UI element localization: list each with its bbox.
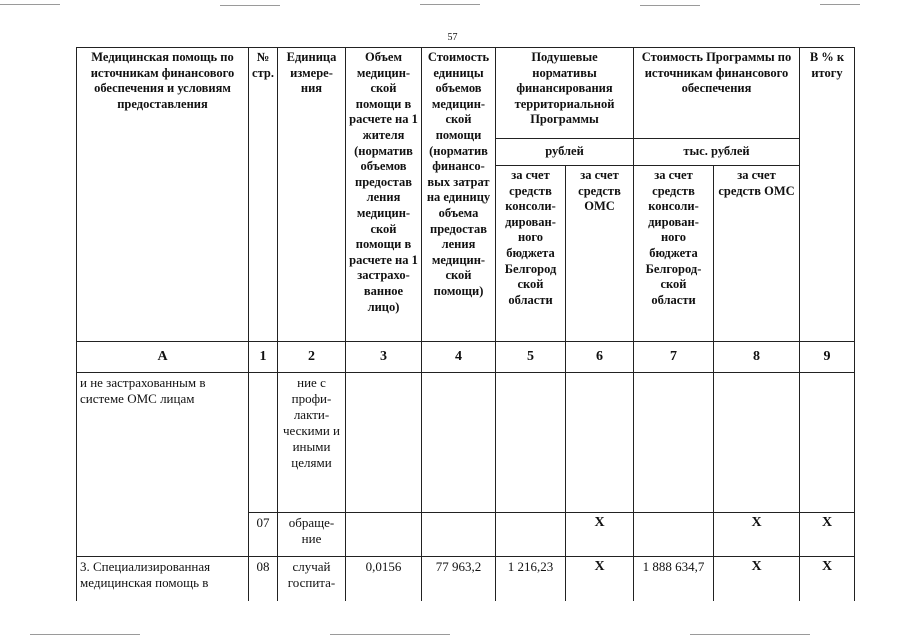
header-percent-of-total: В % к итогу <box>800 48 855 342</box>
row-volume <box>346 373 422 513</box>
scan-artifact-line <box>0 4 60 5</box>
row-number: 07 <box>249 513 278 557</box>
row-unit-cost <box>422 373 496 513</box>
header-unit-rubles: рублей <box>496 139 634 166</box>
column-number: 1 <box>249 342 278 373</box>
scan-artifact-line <box>420 4 480 5</box>
header-medical-care: Медицинская помощь по источникам финансового обеспечения и условиям предоставления <box>77 48 249 342</box>
column-number: 2 <box>278 342 346 373</box>
column-numbers-row <box>77 342 855 373</box>
row-volume <box>346 513 422 557</box>
program-cost-table <box>76 47 855 601</box>
row-oms-norm: Х <box>566 513 634 557</box>
row-oms-norm: Х <box>566 557 634 601</box>
table-row <box>77 557 855 601</box>
header-unit-thousand-rubles: тыс. рублей <box>634 139 800 166</box>
column-number: 3 <box>346 342 422 373</box>
row-number <box>249 373 278 513</box>
header-row-number: № стр. <box>249 48 278 342</box>
header-consolidated-budget-norm: за счет средств консоли-дирован-ного бюджета Белгород ской области <box>496 166 566 342</box>
scan-artifact-line <box>820 4 860 5</box>
header-program-cost: Стоимость Программы по источникам финансового обеспечения <box>634 48 800 139</box>
column-number: А <box>77 342 249 373</box>
row-budget-cost: 1 888 634,7 <box>634 557 714 601</box>
row-oms-cost: Х <box>714 513 800 557</box>
row-unit: обраще-ние <box>278 513 346 557</box>
row-budget-cost <box>634 513 714 557</box>
scan-artifact-line <box>690 634 810 635</box>
row-unit-cost: 77 963,2 <box>422 557 496 601</box>
row-oms-cost: Х <box>714 557 800 601</box>
row-percent <box>800 373 855 513</box>
scan-artifact-line <box>220 5 280 6</box>
column-number: 9 <box>800 342 855 373</box>
row-description: 3. Специализированная медицинская помощь в <box>77 557 249 601</box>
row-unit: ние с профи-лакти-ческими и иными целями <box>278 373 346 513</box>
budget-table-container <box>76 47 855 601</box>
column-number: 5 <box>496 342 566 373</box>
header-unit-cost: Стоимость единицы объемов медицин-ской помощи (норматив финансо-вых затрат на единицу объема предостав ления медицин-ской помощи) <box>422 48 496 342</box>
header-per-capita-norms: Подушевые нормативы финансирования территориальной Программы <box>496 48 634 139</box>
row-percent: Х <box>800 557 855 601</box>
row-unit-cost <box>422 513 496 557</box>
row-percent: Х <box>800 513 855 557</box>
row-budget-norm <box>496 373 566 513</box>
row-oms-norm <box>566 373 634 513</box>
header-oms-norm: за счет средств ОМС <box>566 166 634 342</box>
scan-artifact-line <box>640 5 700 6</box>
page-number: 57 <box>447 32 458 43</box>
header-unit: Единица измере-ния <box>278 48 346 342</box>
row-budget-norm: 1 216,23 <box>496 557 566 601</box>
column-number: 8 <box>714 342 800 373</box>
header-oms-cost: за счет средств ОМС <box>714 166 800 342</box>
header-volume: Объем медицин-ской помощи в расчете на 1 жителя (норматив объемов предостав ления медицин-ской помощи в расчете на 1 застрахо-ванное лицо) <box>346 48 422 342</box>
row-budget-cost <box>634 373 714 513</box>
scan-artifact-line <box>330 634 450 635</box>
row-description: и не застрахованным в системе ОМС лицам <box>77 373 249 557</box>
row-volume: 0,0156 <box>346 557 422 601</box>
column-number: 4 <box>422 342 496 373</box>
column-number: 7 <box>634 342 714 373</box>
table-row <box>77 373 855 513</box>
row-oms-cost <box>714 373 800 513</box>
row-number: 08 <box>249 557 278 601</box>
row-budget-norm <box>496 513 566 557</box>
header-consolidated-budget-cost: за счет средств консоли-дирован-ного бюджета Белгород-ской области <box>634 166 714 342</box>
row-unit: случай госпита- <box>278 557 346 601</box>
scan-artifact-line <box>30 634 140 635</box>
column-number: 6 <box>566 342 634 373</box>
